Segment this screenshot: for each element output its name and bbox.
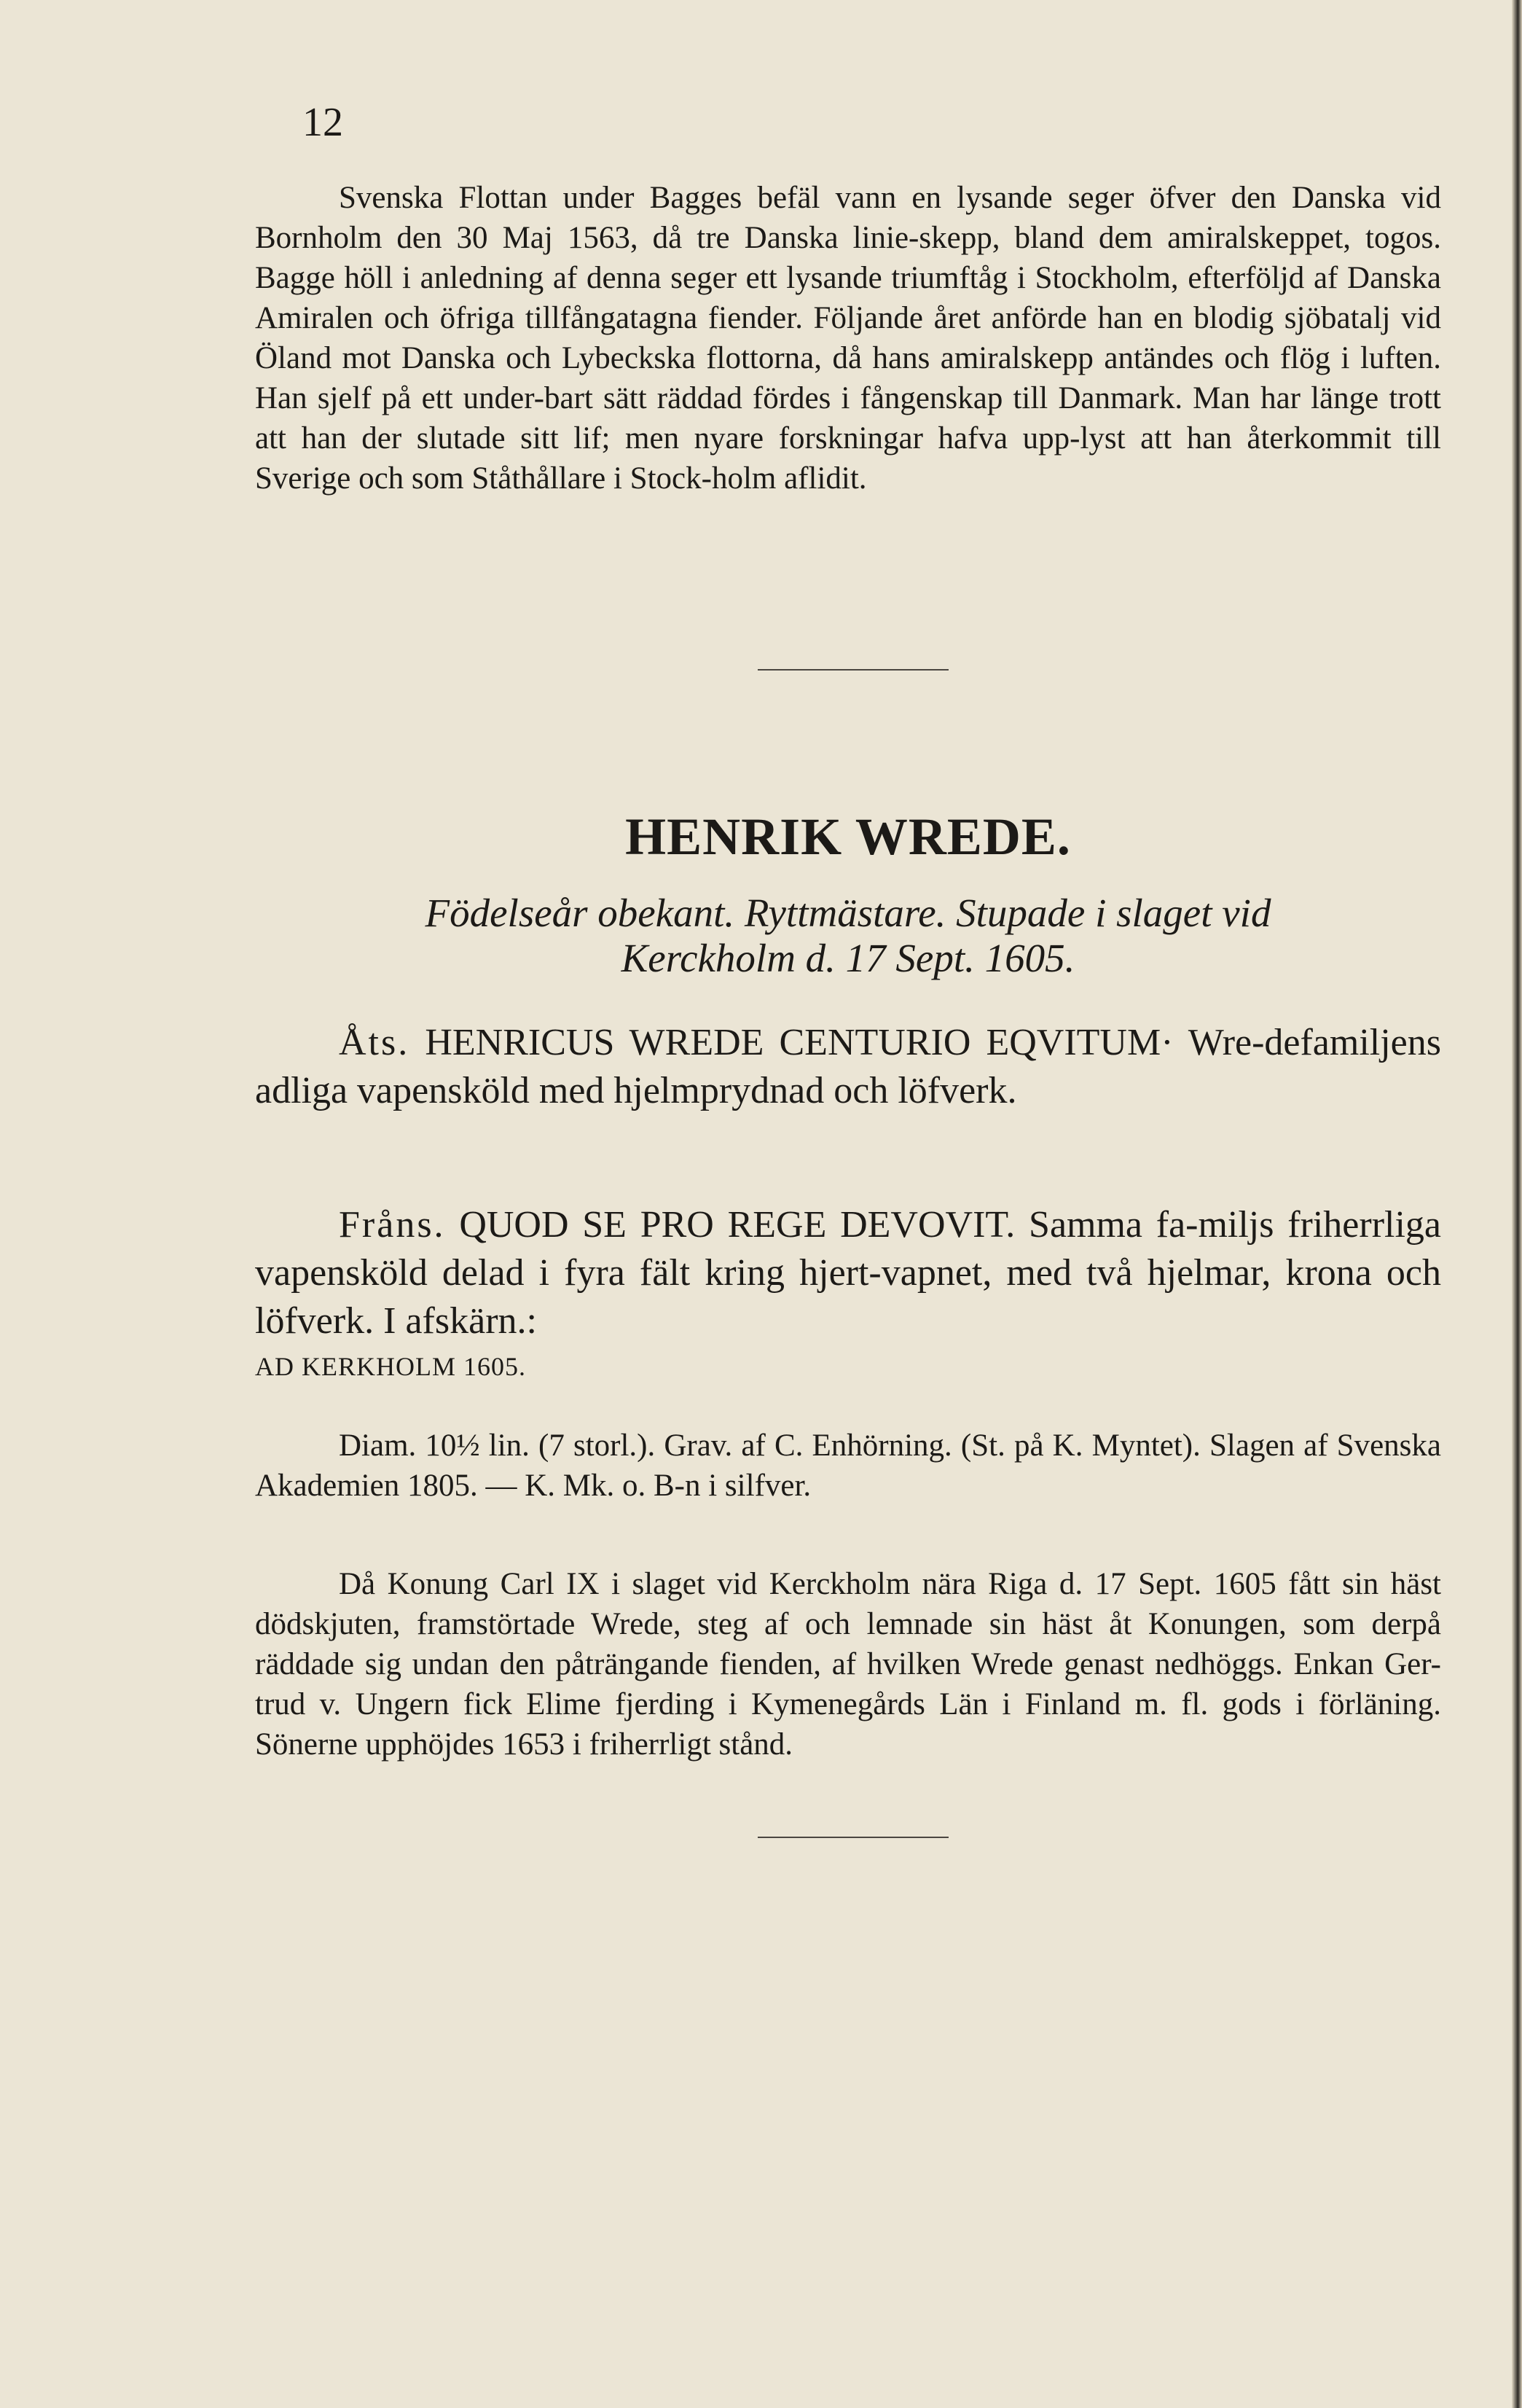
section-divider-bottom <box>758 1837 949 1838</box>
reverse-paragraph <box>255 1201 1441 1345</box>
obverse-paragraph <box>255 1019 1441 1115</box>
book-page-edge <box>1512 0 1522 2408</box>
page-number: 12 <box>302 100 343 145</box>
section-subtitle <box>255 891 1441 981</box>
medal-description: Diam. 10½ lin. (7 storl.). Grav. af C. Enhörning. (St. på K. Myntet). Slagen af Svenska Akademien 1805. — K. Mk. o. B-n i silfver. <box>255 1428 1441 1503</box>
obverse-text: HENRICUS WREDE CENTURIO EQVITUM· Wre-defamiljens adliga vapensköld med hjelmprydnad och löfverk. <box>255 1022 1441 1111</box>
section-divider-top <box>758 669 949 671</box>
reverse-text: QUOD SE PRO REGE DEVOVIT. Samma fa-miljs friherrliga vapensköld delad i fyra fält kring hjert-vapnet, med två hjelmar, krona och löfverk. I afskärn.: <box>255 1204 1441 1342</box>
intro-paragraph: Svenska Flottan under Bagges befäl vann en lysande seger öfver den Danska vid Bornholm den 30 Maj 1563, då tre Danska linie-skepp, bland dem amiralskeppet, togos. Bagge höll i anledning af denna seger ett lysande triumftåg i Stockholm, efterföljd af Danska Amiralen och öfriga tillfångatagna fiender. Följande året anförde han en blodig sjöbatalj vid Öland mot Danska och Lybeckska flottorna, då hans amiralskepp antändes och flög i luften. Han sjelf på ett under-bart sätt räddad fördes i fångenskap till Danmark. Man har länge trott att han der slutade sitt lif; men nyare forskningar hafva upp-lyst att han återkommit till Sverige och som Ståthållare i Stock-holm aflidit. <box>255 181 1441 496</box>
medal-obverse-section <box>255 1019 1441 1115</box>
intro-section <box>255 178 1441 499</box>
history-section <box>255 1564 1441 1764</box>
reverse-exergue: AD KERKHOLM 1605. <box>255 1352 526 1381</box>
medal-reverse-section <box>255 1201 1441 1385</box>
obverse-label: Åts. <box>339 1022 410 1063</box>
history-paragraph: Då Konung Carl IX i slaget vid Kerckholm nära Riga d. 17 Sept. 1605 fått sin häst dödskjuten, framstörtade Wrede, steg af och lemnade sin häst åt Konungen, som derpå räddade sig undan den påträngande fienden, af hvilken Wrede genast nedhöggs. Enkan Ger-trud v. Ungern fick Elime fjerding i Kymenegårds Län i Finland m. fl. gods i förläning. Sönerne upphöjdes 1653 i friherrligt stånd. <box>255 1567 1441 1762</box>
subtitle-line-2: Kerckholm d. 17 Sept. 1605. <box>621 936 1075 980</box>
medal-description-section <box>255 1426 1441 1506</box>
subtitle-line-1: Födelseår obekant. Ryttmästare. Stupade i slaget vid <box>425 891 1271 935</box>
section-title: HENRIK WREDE. <box>625 808 1071 866</box>
reverse-label: Fråns. <box>339 1204 446 1246</box>
